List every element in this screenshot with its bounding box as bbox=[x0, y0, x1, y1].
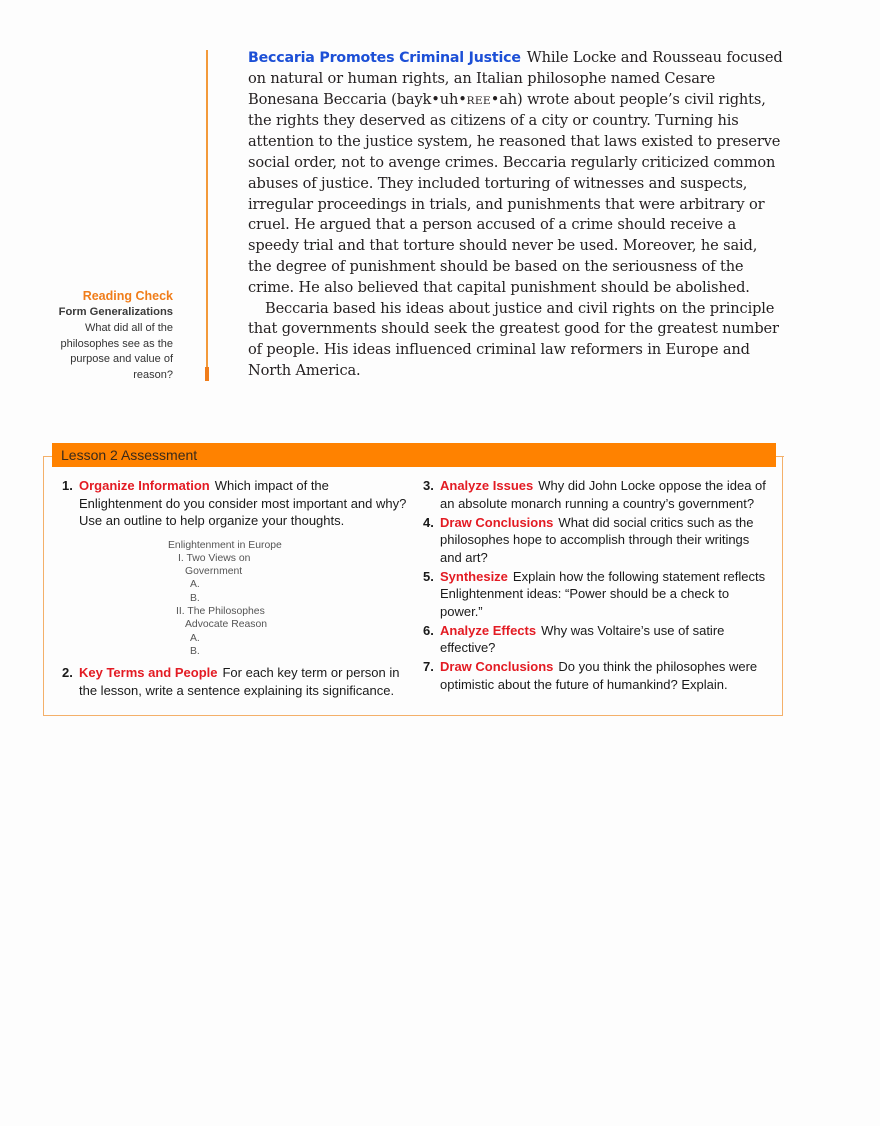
question-text: Why was Voltaire’s use of satire effective? bbox=[440, 622, 725, 655]
assessment-column-left bbox=[62, 477, 412, 701]
question-number: 3. bbox=[423, 478, 434, 493]
outline-section-2-cont: Advocate Reason bbox=[185, 619, 268, 631]
section-heading: Beccaria Promotes Criminal Justice bbox=[248, 50, 521, 66]
question-text: Which impact of the Enlightenment do you consider most important and why? Use an outline to help organize your thoughts. bbox=[79, 478, 407, 528]
assessment-column-right bbox=[423, 477, 773, 695]
question-number: 1. bbox=[62, 478, 73, 493]
question-number: 4. bbox=[423, 514, 434, 530]
question-text: Do you think the philosophes were optimistic about the future of humankind? Explain. bbox=[440, 659, 758, 692]
question-skill: Draw Conclusions bbox=[440, 659, 554, 674]
pronunciation-stress: REE bbox=[466, 94, 491, 107]
assessment-title: Lesson 2 Assessment bbox=[61, 447, 198, 463]
paragraph-1-text-b: •ah) wrote about people’s civil rights, the rights they deserved as citizens of a city or country. Turning his attention to the justice system, he reasoned that laws existed to preserve social order, not to avenge crimes. Beccaria regularly criticized common abuses of justice. They included torturing of witnesses and suspects, irregular proceedings in trials, and punishments that were arbitrary or cruel. He argued that a person accused of a crime should receive a speedy trial and that torture should never be used. Moreover, he said, the degree of punishment should be based on the seriousness of the crime. He also believed that capital punishment should be abolished. bbox=[248, 90, 781, 296]
paragraph-1 bbox=[248, 48, 783, 299]
main-body-text bbox=[248, 48, 783, 382]
question-text: Why did John Locke oppose the idea of an absolute monarch running a country’s government? bbox=[440, 478, 766, 511]
question-7 bbox=[423, 658, 773, 693]
outline-item: B. bbox=[190, 645, 200, 657]
question-5 bbox=[423, 568, 773, 621]
question-skill: Draw Conclusions bbox=[440, 514, 554, 530]
assessment-box-topline-right bbox=[776, 456, 784, 457]
question-skill: Organize Information bbox=[79, 478, 210, 493]
question-number: 2. bbox=[62, 665, 73, 681]
paragraph-1-text-a: While Locke and Rousseau focused on natural or human rights, an Italian philosophe named Cesare Bonesana Beccaria (bayk•uh• bbox=[248, 49, 783, 108]
question-skill: Key Terms and People bbox=[79, 665, 218, 681]
question-skill: Synthesize bbox=[440, 568, 508, 584]
question-skill: Analyze Effects bbox=[440, 622, 537, 638]
question-2 bbox=[62, 664, 412, 699]
question-text: What did social critics such as the philosophes hope to accomplish through their writings and art? bbox=[440, 514, 754, 565]
question-number: 7. bbox=[423, 659, 434, 674]
question-1 bbox=[62, 477, 412, 530]
reading-check-sidebar bbox=[40, 288, 173, 384]
margin-rule-cap bbox=[205, 367, 209, 381]
question-4 bbox=[423, 514, 773, 567]
question-number: 5. bbox=[423, 568, 434, 584]
outline-item: A. bbox=[190, 579, 200, 591]
outline-title: Enlightenment in Europe bbox=[168, 539, 282, 551]
outline-section-2: II. The Philosophes bbox=[176, 605, 265, 617]
reading-check-question: What did all of the philosophes see as the purpose and value of reason? bbox=[60, 321, 173, 382]
reading-check-title: Reading Check bbox=[82, 289, 173, 303]
question-6 bbox=[423, 622, 773, 657]
outline-item: B. bbox=[190, 592, 200, 604]
question-3 bbox=[423, 477, 773, 512]
assessment-header bbox=[52, 443, 776, 467]
question-skill: Analyze Issues bbox=[440, 478, 534, 493]
question-text: Explain how the following statement reflects Enlightenment ideas: “Power should be a check to power.” bbox=[440, 568, 766, 619]
outline-diagram bbox=[168, 539, 412, 659]
question-number: 6. bbox=[423, 622, 434, 638]
outline-item: A. bbox=[190, 632, 200, 644]
outline-section-1: I. Two Views on bbox=[178, 552, 251, 564]
reading-check-skill: Form Generalizations bbox=[58, 306, 173, 318]
margin-rule bbox=[206, 50, 208, 368]
question-text: For each key term or person in the lesson, write a sentence explaining its significance. bbox=[79, 665, 400, 698]
outline-section-1-cont: Government bbox=[185, 566, 243, 578]
paragraph-2: Beccaria based his ideas about justice and civil rights on the principle that governments should seek the greatest good for the greatest number of people. His ideas influenced criminal law reformers in Europe and North America. bbox=[248, 299, 779, 379]
